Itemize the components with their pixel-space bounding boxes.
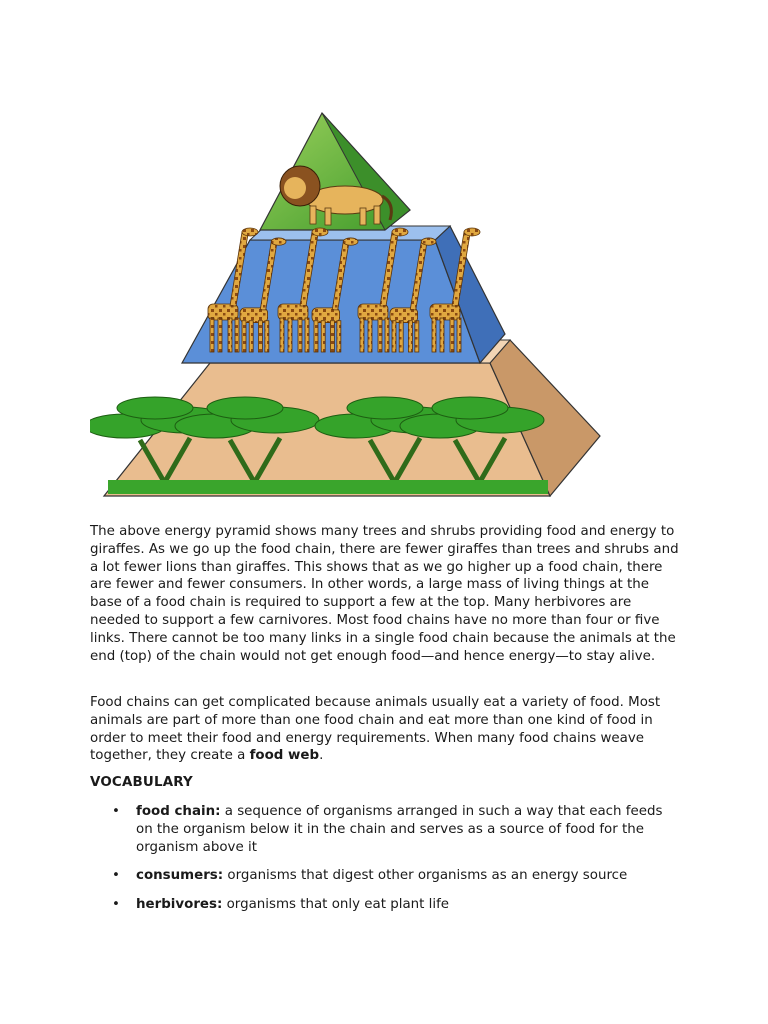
grass-strip: [108, 480, 548, 494]
vocabulary-term: herbivores:: [136, 897, 223, 913]
vocabulary-term: food chain:: [136, 804, 221, 819]
bullet: •: [112, 897, 120, 913]
paragraph-food-web: [90, 694, 680, 765]
vocabulary-heading: VOCABULARY: [90, 775, 193, 790]
vocabulary-definition: a sequence of organisms arranged in such a way that each feeds on the organism below it in the chain and serves as a source of food for the organism above it: [136, 804, 663, 855]
paragraph-energy-pyramid: The above energy pyramid shows many trees and shrubs providing food and energy to giraffes. As we go up the food chain, there are fewer giraffes than trees and shrubs and a lot fewer lions than giraffes. This shows that as we go higher up a food chain, there are fewer and fewer consumers. In other words, a large mass of living things at the base of a food chain is required to support a few at the top. Many herbivores are needed to support a few carnivores. Most food chains have no more than four or five links. There cannot be too many links in a single food chain because the animals at the end (top) of the chain would not get enough food—and hence energy—to stay alive.: [90, 524, 679, 664]
vocabulary-list: [90, 803, 680, 925]
bullet: •: [112, 868, 120, 884]
food-web-term: food web: [249, 748, 320, 764]
vocabulary-item: [90, 803, 680, 856]
vocabulary-definition: organisms that only eat plant life: [226, 897, 450, 913]
energy-pyramid-figure: [90, 108, 610, 503]
bullet: •: [112, 804, 120, 819]
paragraph-food-web-end: .: [319, 748, 324, 764]
vocabulary-item: [90, 896, 680, 914]
vocabulary-definition: organisms that digest other organisms as an energy source: [227, 868, 628, 884]
vocabulary-term: consumers:: [136, 868, 224, 884]
vocabulary-item: [90, 867, 680, 885]
paragraph-food-web-text: Food chains can get complicated because animals usually eat a variety of food. Most animals are part of more than one food chain and eat more than one kind of food in order to meet their food and energy requirements. When many food chains weave together, they create a: [90, 695, 661, 764]
